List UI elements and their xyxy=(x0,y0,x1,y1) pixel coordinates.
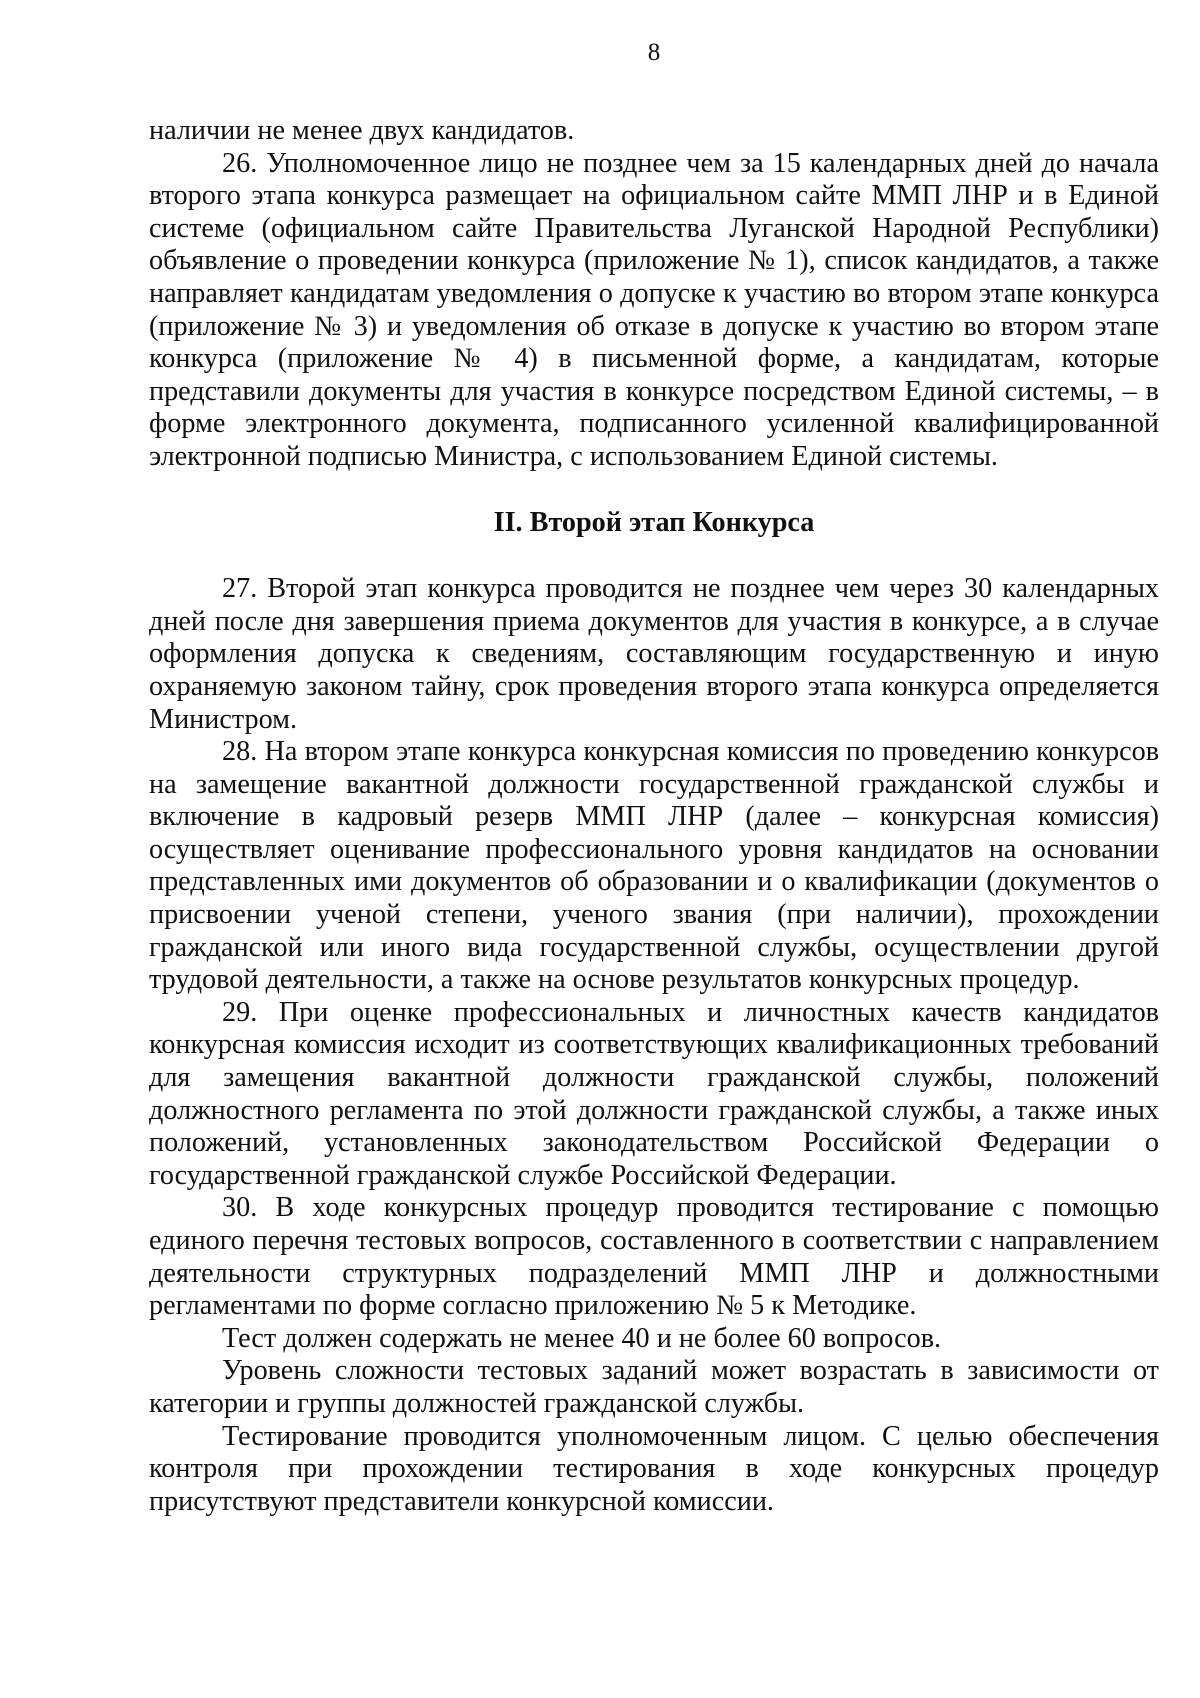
section-heading: II. Второй этап Конкурса xyxy=(493,506,815,538)
paragraph-test-control: Тестирование проводится уполномоченным лицом. С целью обеспечения контроля при прохождении тестирования в ходе конкурсных процедур присутствуют представители конкурсной комиссии. xyxy=(149,1420,1159,1517)
paragraph-30: 30. В ходе конкурсных процедур проводится тестирование с помощью единого перечня тестовых вопросов, составленного в соответствии с направлением деятельности структурных подразделений ММП ЛНР и должностными регламентами по форме согласно приложению № 5 к Методике. xyxy=(149,1192,1159,1322)
paragraph-test-size: Тест должен содержать не менее 40 и не более 60 вопросов. xyxy=(222,1322,942,1354)
paragraph-27: 27. Второй этап конкурса проводится не позднее чем через 30 календарных дней после дня завершения приема документов для участия в конкурсе, а в случае оформления допуска к сведениям, составляющим государственную и иную охраняемую законом тайну, срок проведения второго этапа конкурса определяется Министром. xyxy=(149,573,1159,735)
paragraph-28: 28. На втором этапе конкурса конкурсная комиссия по проведению конкурсов на замещение вакантной должности государственной гражданской службы и включение в кадровый резерв ММП ЛНР (далее – конкурсная комиссия) осуществляет оценивание профессионального уровня кандидатов на основании представленных ими документов об образовании и о квалификации (документов о присвоении ученой степени, ученого звания (при наличии), прохождении гражданской или иного вида государственной службы, осуществлении другой трудовой деятельности, а также на основе результатов конкурсных процедур. xyxy=(149,736,1159,996)
paragraph-29: 29. При оценке профессиональных и личностных качеств кандидатов конкурсная комиссия исходит из соответствующих квалификационных требований для замещения вакантной должности гражданской службы, положений должностного регламента по этой должности гражданской службы, а также иных положений, установленных законодательством Российской Федерации о государственной гражданской службе Российской Федерации. xyxy=(149,996,1159,1191)
document-body xyxy=(149,115,1159,1518)
paragraph-continuation: наличии не менее двух кандидатов. xyxy=(149,115,575,146)
paragraph-26: 26. Уполномоченное лицо не позднее чем за 15 календарных дней до начала второго этапа конкурса размещает на официальном сайте ММП ЛНР и в Единой системе (официальном сайте Правительства Луганской Народной Республики) объявление о проведении конкурса (приложение № 1), список кандидатов, а также направляет кандидатам уведомления о допуске к участию во втором этапе конкурса (приложение № 3) и уведомления об отказе в допуске к участию во втором этапе конкурса (приложение № 4) в письменной форме, а кандидатам, которые представили документы для участия в конкурсе посредством Единой системы, – в форме электронного документа, подписанного усиленной квалифицированной электронной подписью Министра, с использованием Единой системы. xyxy=(149,147,1159,472)
paragraph-test-difficulty: Уровень сложности тестовых заданий может возрастать в зависимости от категории и группы должностей гражданской службы. xyxy=(149,1355,1159,1419)
page-number: 8 xyxy=(647,39,661,66)
